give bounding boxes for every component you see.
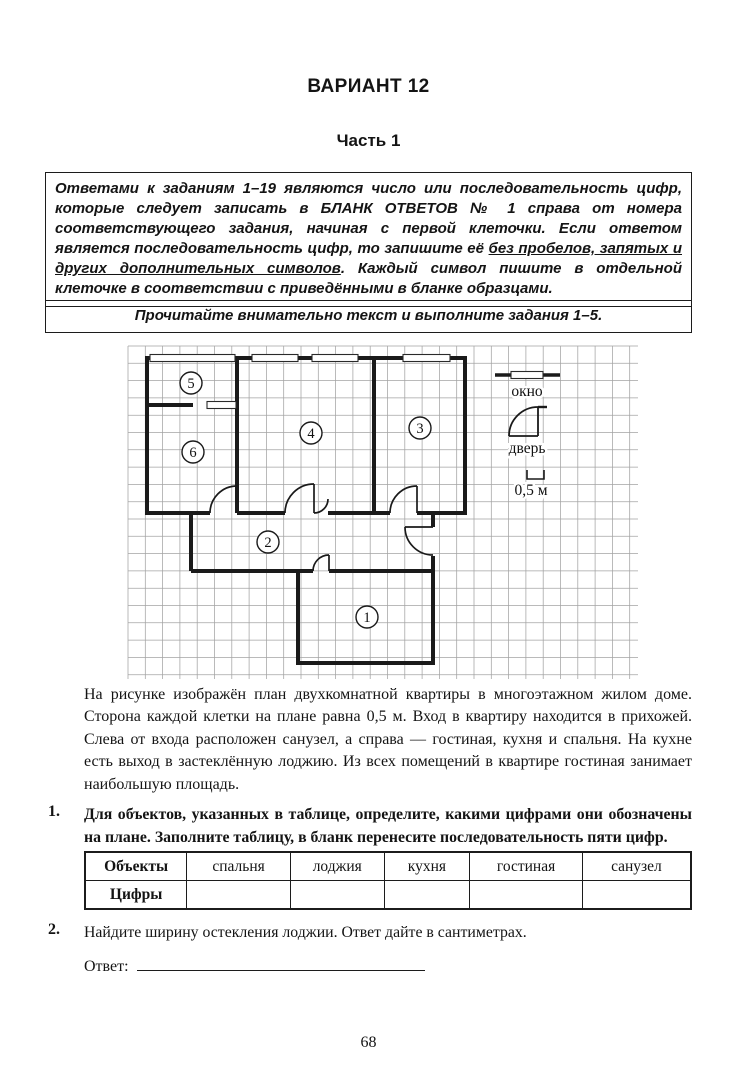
question-1-number: 1. [48,803,60,820]
window [150,355,235,362]
table-value-row [85,881,691,910]
window [207,402,236,409]
window [312,355,358,362]
door-arc [313,555,329,571]
plan-description: На рисунке изображён план двухкомнатной квартиры в многоэтажном жилом доме. Сторона каждой клетки на плане равна 0,5 м. Вход в квартиру находится в прихожей. Слева от входа расположен санузел, а справа — гостиная, кухня и спальня. На кухне есть выход в застеклённую лоджию. Из всех помещений в квартире гостиная занимает наибольшую площадь. [84,686,692,793]
table-object-cell: спальня [187,852,291,881]
room-number: 4 [307,426,315,442]
table-object-cell: гостиная [470,852,583,881]
answer-table [84,851,692,910]
table-digit-cell [290,881,384,910]
room-number: 6 [189,445,197,461]
instruction-segment: . Каждый символ пишите в отдельной клеточке в соответствии с приведёнными в бланке образцами. [55,260,682,297]
room-number: 2 [264,535,272,551]
room-number: 1 [363,610,371,626]
answer-blank-line [137,956,425,971]
window [403,355,450,362]
table-digit-cell [187,881,291,910]
door-arc [390,486,417,513]
door-arc [405,527,433,555]
door-arc [210,486,237,513]
door-arc [285,484,314,513]
window [252,355,298,362]
answer-row [84,956,425,976]
page-number: 68 [360,1034,377,1051]
floor-plan-svg [0,340,737,685]
read-text-box: Прочитайте внимательно текст и выполните задания 1–5. [45,300,692,333]
table-header-row [85,852,691,881]
instruction-segment: справа от номера соответствующего задания, начиная с первой клеточки. Если ответом является последовательность цифр, то запишите её [55,200,682,257]
table-row-label: Объекты [85,852,187,881]
variant-title: ВАРИАНТ 12 [307,76,430,97]
table-digit-cell [384,881,470,910]
table-object-cell: лоджия [290,852,384,881]
question-1-text: Для объектов, указанных в таблице, определите, какими цифрами они обозначены на плане. Заполните таблицу, в бланк перенесите последовательность пяти цифр. [84,806,692,846]
table-row-label: Цифры [85,881,187,910]
table-digit-cell [582,881,691,910]
legend-window-symbol [511,372,543,379]
legend-door-symbol [509,407,538,436]
instruction-segment: БЛАНК ОТВЕТОВ № 1 [320,200,516,217]
instruction-segment: Ответами к заданиям 1–19 являются число или последовательность цифр, которые следует записать в [55,180,682,217]
door-arc [314,499,328,513]
room-number: 3 [416,421,424,437]
question-2-text: Найдите ширину остекления лоджии. Ответ дайте в сантиметрах. [84,924,527,941]
part-title: Часть 1 [336,131,401,150]
instructions-box [45,172,692,307]
legend-scale-bracket [527,470,544,479]
room-number: 5 [187,376,195,392]
legend-window-label: окно [511,383,543,400]
question-2-number: 2. [48,921,60,938]
instruction-segment: без пробелов, запятых и других дополнительных символов [55,240,682,277]
table-digit-cell [470,881,583,910]
legend-door-label: дверь [508,440,546,457]
legend-scale-label: 0,5 м [514,482,548,499]
answer-label: Ответ: [84,958,129,975]
table-object-cell: кухня [384,852,470,881]
table-object-cell: санузел [582,852,691,881]
